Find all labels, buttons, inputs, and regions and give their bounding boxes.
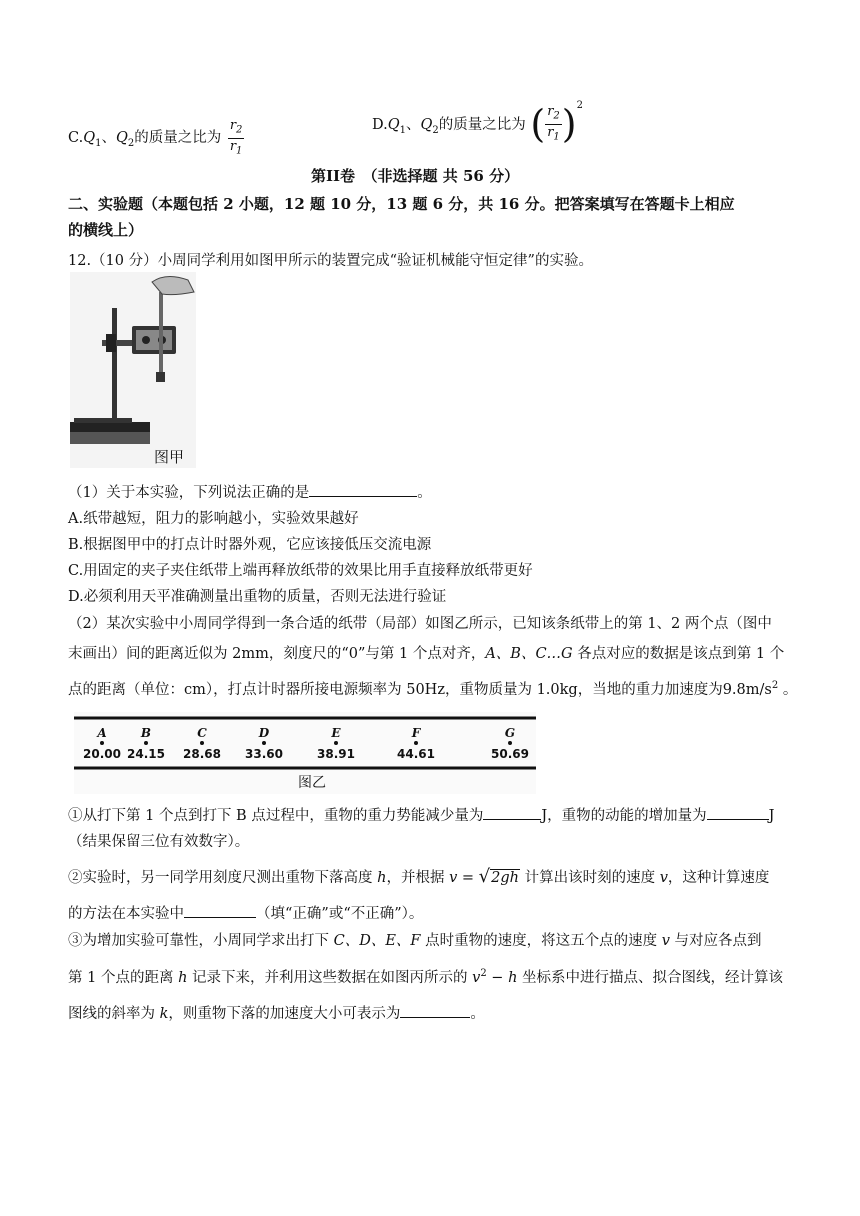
sub2-line1: ②实验时，另一同学用刻度尺测出重物下落高度 h，并根据 v = √2gh 计算出该时刻的速度 v，这种计算速度 (68, 866, 770, 887)
figure-a-label: 图甲 (154, 448, 185, 466)
fraction-r2-r1: $\frac{r_2}{r_1}$ (229, 118, 243, 157)
tape-point-letter: A (97, 726, 107, 740)
tape-dot (262, 741, 266, 745)
section-heading-line1: 二、实验题（本题包括 2 小题，12 题 10 分，13 题 6 分，共 16 分。把答案填写在答题卡上相应 (68, 195, 735, 213)
option-a: A.纸带越短，阻力的影响越小，实验效果越好 (68, 511, 359, 527)
tape-point-letter: D (258, 726, 270, 740)
tape-point-letter: E (331, 726, 341, 740)
sqrt-sign: √ (478, 866, 491, 887)
tape-point-value: 38.91 (317, 747, 355, 761)
tape-dot (200, 741, 204, 745)
part2-line3: 点的距离（单位：cm），打点计时器所接电源频率为 50Hz，重物质量为 1.0kg，当地的重力加速度为$9.8m/s^2$ 。 (68, 680, 798, 698)
tape-point-letter: G (504, 726, 516, 740)
tape-point-letter: B (140, 726, 152, 740)
tape-point-d (242, 726, 286, 761)
sub2-line2: 的方法在本实验中 （填“正确”或“不正确”）。 (68, 902, 423, 923)
tape-point-value: 50.69 (491, 747, 529, 761)
answer-blank[interactable] (309, 482, 417, 497)
section-heading-line2: 的横线上） (68, 221, 144, 239)
tape-point-value: 44.61 (397, 747, 435, 761)
tape-point-value: 24.15 (127, 747, 165, 761)
sub1-line1: ①从打下第 1 个点到打下 B 点过程中，重物的重力势能减少量为 J，重物的动能的增加量为 J (68, 804, 774, 825)
tape-point-letter: F (411, 726, 421, 740)
answer-blank[interactable] (483, 805, 541, 820)
tape-dot (100, 741, 104, 745)
tape-dot (334, 741, 338, 745)
figure-b-label: 图乙 (298, 775, 326, 791)
answer-blank[interactable] (707, 805, 769, 820)
tape-dot (144, 741, 148, 745)
tape-dot (414, 741, 418, 745)
tape-point-a (80, 726, 124, 761)
left-paren: ( (530, 102, 546, 147)
q12-stem: 12.（10 分）小周同学利用如图甲所示的装置完成“验证机械能守恒定律”的实验。 (68, 253, 593, 269)
tape-point-g (488, 726, 532, 761)
tape-point-f (394, 726, 438, 761)
option-c2: C.用固定的夹子夹住纸带上端再释放纸带的效果比用手直接释放纸带更好 (68, 563, 533, 579)
option-d: $D.Q_1$、$Q_2$的质量之比为 ( $\frac{r_2}{r_1}$ )$^2$ (372, 100, 583, 147)
fraction-r2-r1: $\frac{r_2}{r_1}$ (547, 104, 560, 143)
option-c: $C.Q_1$、$Q_2$的质量之比为 $\frac{r_2}{r_1}$ (68, 118, 243, 157)
section-title: 第II卷 （非选择题 共 56 分） (311, 167, 520, 185)
tape-point-letter: C (197, 726, 207, 740)
sub3-line1: ③为增加实验可靠性，小周同学求出打下 C、D、E、F 点时重物的速度，将这五个点的速度 v 与对应各点到 (68, 933, 762, 949)
answer-blank[interactable] (400, 1003, 470, 1018)
answer-blank[interactable] (184, 903, 256, 918)
figure-tape (74, 712, 536, 794)
tape-point-c (180, 726, 224, 761)
tape-dot (508, 741, 512, 745)
sub3-line3: 图线的斜率为 k，则重物下落的加速度大小可表示为 。 (68, 1002, 485, 1023)
tape-point-b (124, 726, 168, 761)
part2-line1: （2）某次实验中小周同学得到一条合适的纸带（局部）如图乙所示，已知该条纸带上的第 1、2 两个点（图中 (68, 616, 772, 632)
option-b: B.根据图甲中的打点计时器外观，它应该接低压交流电源 (68, 537, 432, 553)
part1-stem: （1）关于本实验，下列说法正确的是 。 (68, 481, 432, 502)
right-paren: ) (561, 102, 577, 147)
tape-point-e (314, 726, 358, 761)
sub1-line2: （结果保留三位有效数字）。 (68, 834, 250, 850)
tape-point-value: 33.60 (245, 747, 283, 761)
tape-point-value: 20.00 (83, 747, 121, 761)
apparatus-illustration (70, 272, 196, 468)
tape-point-value: 28.68 (183, 747, 221, 761)
sub3-line2: 第 1 个点的距离 h 记录下来，并利用这些数据在如图丙所示的 $v^2 - h$ 坐标系中进行描点、拟合图线，经计算该 (68, 968, 784, 986)
figure-apparatus (70, 272, 196, 468)
option-d2: D.必须利用天平准确测量出重物的质量，否则无法进行验证 (68, 589, 447, 605)
part2-line2: 末画出）间的距离近似为 2mm，刻度尺的“0”与第 1 个点对齐，A、B、C…G 各点对应的数据是该点到第 1 个 (68, 646, 785, 662)
